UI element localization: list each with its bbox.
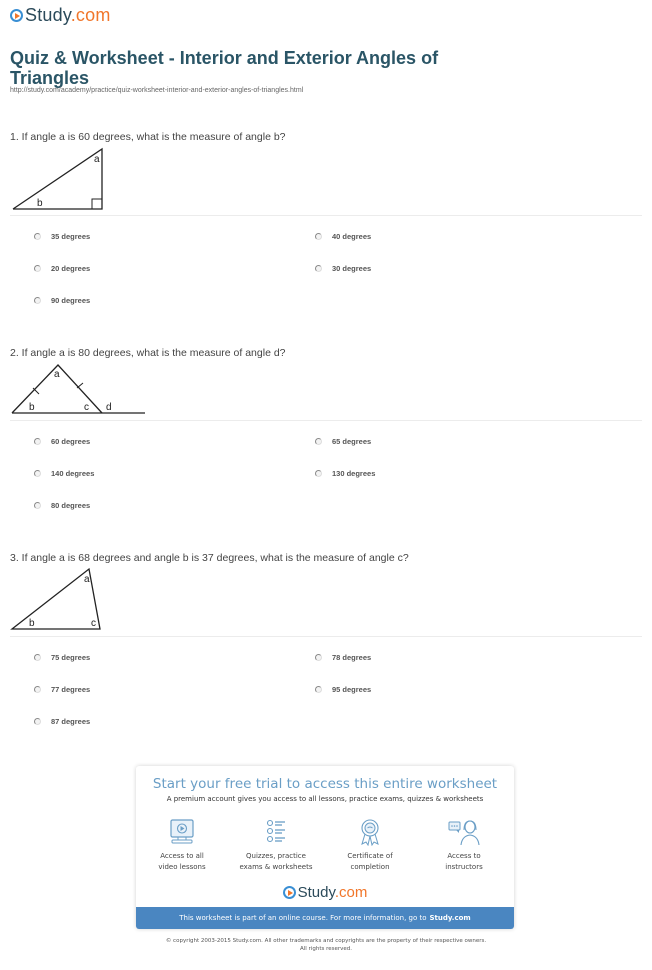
- label-angle-b: b: [29, 618, 35, 629]
- video-lesson-icon: [167, 818, 197, 846]
- copyright-footer: © copyright 2003-2015 Study.com. All other trademarks and copyrights are the property of their respective owners. All rights reserved.: [165, 938, 487, 952]
- radio-icon[interactable]: [34, 438, 41, 445]
- q3-option-5[interactable]: 87 degrees: [34, 717, 90, 726]
- radio-icon[interactable]: [34, 297, 41, 304]
- q2-option-5[interactable]: 80 degrees: [34, 501, 90, 510]
- radio-icon[interactable]: [34, 718, 41, 725]
- radio-icon[interactable]: [315, 654, 322, 661]
- label-angle-d: d: [106, 402, 112, 413]
- feature-video-lessons: Access to all video lessons: [137, 818, 227, 873]
- radio-icon[interactable]: [34, 502, 41, 509]
- feature-certificate: Certificate of completion: [325, 818, 415, 873]
- label-angle-c: c: [84, 402, 89, 413]
- feature-instructors: Access to instructors: [419, 818, 509, 873]
- q2-option-2[interactable]: 65 degrees: [315, 437, 371, 446]
- question-1-diagram: [10, 146, 110, 217]
- q2-option-4[interactable]: 130 degrees: [315, 469, 375, 478]
- radio-icon[interactable]: [34, 470, 41, 477]
- q1-option-2[interactable]: 40 degrees: [315, 232, 371, 241]
- divider: [10, 636, 642, 637]
- study-logo[interactable]: [10, 5, 111, 25]
- certificate-icon: [355, 818, 385, 846]
- radio-icon[interactable]: [315, 438, 322, 445]
- question-2-diagram: [10, 362, 150, 421]
- q3-option-2[interactable]: 78 degrees: [315, 653, 371, 662]
- q1-option-1[interactable]: 35 degrees: [34, 232, 90, 241]
- page-url: http://study.com/academy/practice/quiz-worksheet-interior-and-exterior-angles-of-triangles.html: [10, 87, 304, 94]
- feature-quizzes: Quizzes, practice exams & worksheets: [231, 818, 321, 873]
- q2-option-3[interactable]: 140 degrees: [34, 469, 94, 478]
- play-logo-icon: [283, 886, 296, 899]
- radio-icon[interactable]: [34, 686, 41, 693]
- quiz-list-icon: [261, 818, 291, 846]
- radio-icon[interactable]: [34, 233, 41, 240]
- radio-icon[interactable]: [315, 470, 322, 477]
- radio-icon[interactable]: [34, 654, 41, 661]
- play-logo-icon: [10, 9, 23, 22]
- label-angle-c: c: [91, 618, 96, 629]
- q1-option-5[interactable]: 90 degrees: [34, 296, 90, 305]
- promo-study-logo[interactable]: Study.com: [136, 884, 514, 901]
- promo-info-bar: [136, 907, 514, 929]
- q3-option-4[interactable]: 95 degrees: [315, 685, 371, 694]
- radio-icon[interactable]: [315, 265, 322, 272]
- question-3-diagram: [10, 566, 110, 637]
- question-1-text: 1. If angle a is 60 degrees, what is the measure of angle b?: [10, 131, 286, 143]
- question-3-text: 3. If angle a is 68 degrees and angle b is 37 degrees, what is the measure of angle c?: [10, 552, 409, 564]
- promo-headline[interactable]: Start your free trial to access this entire worksheet: [152, 776, 498, 792]
- label-angle-a: a: [54, 369, 60, 380]
- radio-icon[interactable]: [315, 686, 322, 693]
- q3-option-1[interactable]: 75 degrees: [34, 653, 90, 662]
- logo-text: Study: [25, 4, 71, 25]
- q1-option-4[interactable]: 30 degrees: [315, 264, 371, 273]
- divider: [10, 420, 642, 421]
- study-com-link[interactable]: Study.com: [429, 914, 471, 922]
- label-angle-a: a: [94, 154, 100, 165]
- q3-option-3[interactable]: 77 degrees: [34, 685, 90, 694]
- instructor-icon: [447, 818, 481, 846]
- page-title: Quiz & Worksheet - Interior and Exterior Angles of Triangles: [10, 48, 439, 88]
- promo-bar-text: This worksheet is part of an online course. For more information, go to: [179, 914, 427, 922]
- label-angle-a: a: [84, 574, 90, 585]
- label-angle-b: b: [29, 402, 35, 413]
- promo-subline: A premium account gives you access to all lessons, practice exams, quizzes & worksheets: [166, 795, 484, 803]
- premium-promo-box: [136, 766, 514, 929]
- label-angle-b: b: [37, 198, 43, 209]
- radio-icon[interactable]: [315, 233, 322, 240]
- divider: [10, 215, 642, 216]
- logo-dot-com: .com: [70, 4, 111, 25]
- q1-option-3[interactable]: 20 degrees: [34, 264, 90, 273]
- question-2-text: 2. If angle a is 80 degrees, what is the measure of angle d?: [10, 347, 286, 359]
- radio-icon[interactable]: [34, 265, 41, 272]
- q2-option-1[interactable]: 60 degrees: [34, 437, 90, 446]
